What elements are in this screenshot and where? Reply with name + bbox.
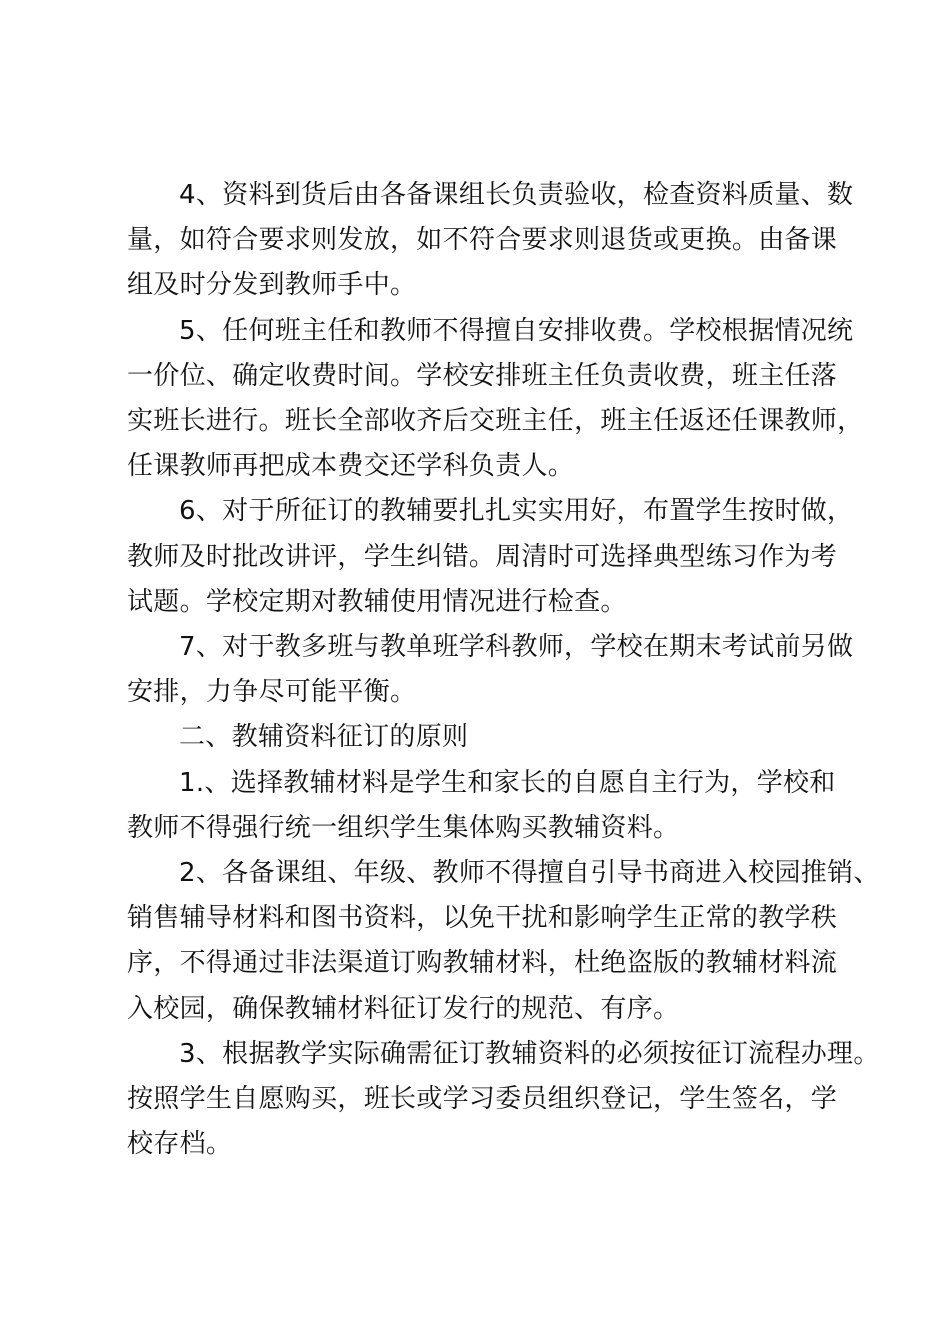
text-line: 2、各备课组、年级、教师不得擅自引导书商进入校园推销、: [179, 858, 880, 889]
document-body: [127, 173, 880, 1167]
paragraph-item-6: [127, 489, 852, 625]
principle-item-1: [127, 761, 852, 851]
text-line: 入校园，确保教辅材料征订发行的规范、有序。: [127, 993, 680, 1024]
text-line: 4、资料到货后由各备课组长负责验收，检查资料质量、数: [179, 180, 854, 210]
section-heading-text: 二、教辅资料征订的原则: [179, 722, 469, 753]
text-line: 按照学生自愿购买，班长或学习委员组织登记，学生签名，学: [127, 1084, 838, 1115]
text-line: 6、对于所征订的教辅要扎扎实实用好，布置学生按时做，: [179, 496, 854, 527]
text-line: 教师不得强行统一组织学生集体购买教辅资料。: [127, 812, 680, 843]
text-line: 任课教师再把成本费交还学科负责人。: [127, 451, 575, 482]
text-line: 校存档。: [127, 1129, 233, 1160]
principle-item-3: [127, 1032, 880, 1168]
paragraph-item-4: [127, 173, 852, 309]
text-line: 销售辅导材料和图书资料，以免干扰和影响学生正常的教学秩: [127, 903, 838, 934]
text-line: 5、任何班主任和教师不得擅自安排收费。学校根据情况统: [179, 315, 854, 346]
text-line: 实班长进行。班长全部收齐后交班主任，班主任返还任课教师，: [127, 406, 864, 437]
paragraph-item-7: [127, 625, 852, 715]
principle-item-2: [127, 851, 880, 1032]
text-line: 3、根据教学实际确需征订教辅资料的必须按征订流程办理。: [179, 1038, 880, 1069]
text-line: 安排，力争尽可能平衡。: [127, 677, 417, 708]
text-line: 1.、选择教辅材料是学生和家长的自愿自主行为，学校和: [179, 767, 836, 798]
text-line: 量，如符合要求则发放，如不符合要求则退货或更换。由备课: [127, 225, 838, 256]
text-line: 一价位、确定收费时间。学校安排班主任负责收费，班主任落: [127, 360, 838, 391]
text-line: 7、对于教多班与教单班学科教师，学校在期末考试前另做: [179, 632, 854, 663]
text-line: 序，不得通过非法渠道订购教辅材料，杜绝盗版的教辅材料流: [127, 948, 838, 979]
section-heading: [127, 715, 852, 760]
text-line: 组及时分发到教师手中。: [127, 270, 417, 301]
text-line: 教师及时批改讲评，学生纠错。周清时可选择典型练习作为考: [127, 541, 838, 572]
text-line: 试题。学校定期对教辅使用情况进行检查。: [127, 586, 627, 617]
paragraph-item-5: [127, 309, 864, 490]
